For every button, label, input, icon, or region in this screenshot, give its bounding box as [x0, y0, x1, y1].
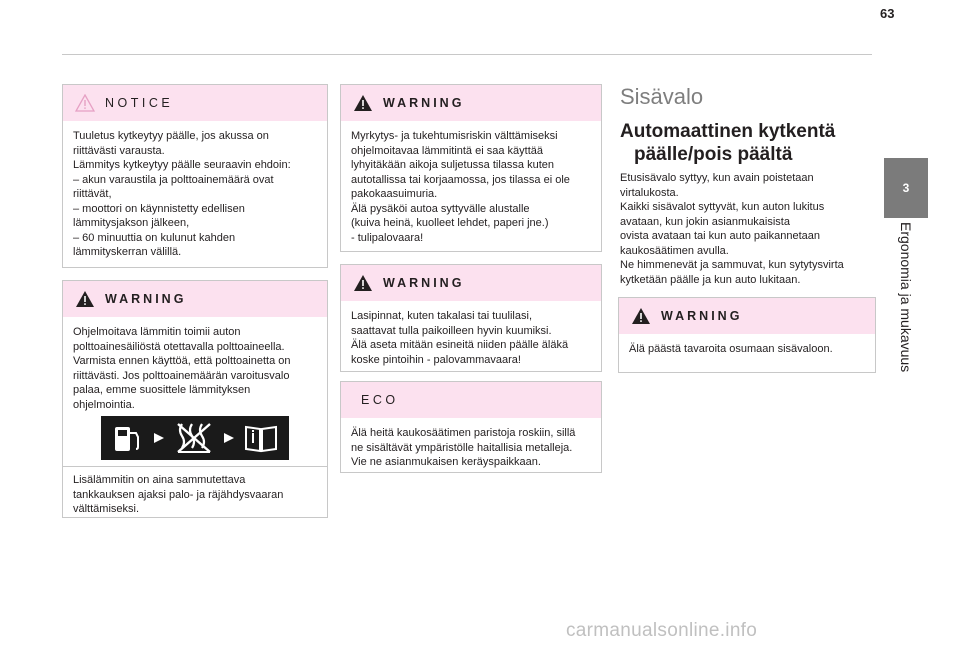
warning-title: WARNING	[661, 309, 743, 323]
warning-line: tankkauksen ajaksi palo- ja räjähdysvaaran	[73, 488, 284, 501]
warning-box-interior-light	[618, 297, 876, 373]
warning-header	[63, 281, 327, 317]
warning-line: ohjelmointia.	[73, 398, 135, 411]
eco-line: Älä heitä kaukosäätimen paristoja roskiin, sillä	[351, 427, 576, 439]
notice-line: – akun varaustila ja polttoainemäärä ovat	[73, 173, 274, 186]
notice-line: riittävästi varausta.	[73, 144, 165, 157]
warning-header	[341, 265, 601, 301]
warning-line: Älä pysäköi autoa syttyvälle alustalle	[351, 202, 530, 215]
section-title: Sisävalo	[620, 84, 704, 109]
chapter-title: Ergonomia ja mukavuus	[898, 222, 914, 373]
warning-body	[619, 334, 875, 365]
warning-body	[63, 317, 327, 525]
section-body	[620, 171, 860, 287]
warning-box-glass	[340, 264, 602, 372]
body-line: avataan, kun jokin asianmukaisista	[620, 215, 790, 228]
no-heater-icon	[174, 420, 214, 456]
subtitle-line: päälle/pois päältä	[634, 144, 793, 165]
section-subtitle	[620, 120, 860, 166]
eco-line: Vie ne asianmukaisen keräyspaikkaan.	[351, 456, 541, 468]
warning-line: palaa, emme suosittele lämmityksen	[73, 384, 251, 396]
notice-line: lämmitysjakson jälkeen,	[73, 217, 190, 229]
top-divider	[62, 54, 872, 55]
warning-line: ohjelmoitavaa lämmitintä ei saa käyttää	[351, 144, 543, 157]
warning-outline-icon	[75, 94, 95, 112]
body-line: Kaikki sisävalot syttyvät, kun auton lukitus	[620, 201, 825, 213]
subtitle-line: Automaattinen kytkentä	[620, 121, 836, 142]
chapter-tab[interactable]: 3	[884, 158, 928, 218]
warning-line: Lasipinnat, kuten takalasi tai tuulilasi,	[351, 310, 532, 322]
notice-line: Lämmitys kytkeytyy päälle seuraavin ehdoin:	[73, 159, 291, 171]
notice-line: riittävät,	[73, 188, 112, 200]
body-line: kaukosäätimen avulla.	[620, 244, 729, 257]
body-line: Etusisävalo syttyy, kun avain poistetaan	[620, 172, 814, 184]
notice-line: – moottori on käynnistetty edellisen	[73, 202, 245, 215]
warning-line: autotallissa tai korjaamossa, jos tilassa ei ole	[351, 173, 570, 186]
arrow-right-icon	[152, 431, 166, 445]
notice-box	[62, 84, 328, 268]
warning-line: - tulipalovaara!	[351, 231, 424, 244]
body-line: kytketään päälle ja kun auto lukitaan.	[620, 273, 801, 286]
warning-box-fuel	[62, 280, 328, 518]
notice-line: lämmityskerran välillä.	[73, 246, 182, 258]
notice-title: NOTICE	[105, 96, 174, 110]
warning-line: Älä päästä tavaroita osumaan sisävaloon.	[629, 343, 833, 355]
eco-title: ECO	[361, 393, 399, 407]
warning-line: koske pintoihin - palovammavaara!	[351, 353, 521, 366]
warning-line: Älä aseta mitään esineitä niiden päälle äläkä	[351, 339, 569, 351]
warning-title: WARNING	[383, 96, 465, 110]
warning-icon	[353, 274, 373, 292]
warning-icon	[631, 307, 651, 325]
warning-header	[341, 85, 601, 121]
notice-header	[63, 85, 327, 121]
eco-body	[341, 418, 601, 478]
warning-line: välttämiseksi.	[73, 503, 140, 515]
warning-body	[341, 301, 601, 375]
warning-line: (kuiva heinä, kuolleet lehdet, paperi jne.)	[351, 217, 549, 229]
warning-line: pakokaasuimuria.	[351, 188, 438, 200]
warning-box-poisoning	[340, 84, 602, 252]
watermark: carmanualsonline.info	[566, 620, 758, 641]
warning-header	[619, 298, 875, 334]
eco-header	[341, 382, 601, 418]
warning-icon	[75, 290, 95, 308]
warning-line: riittävästi. Jos polttoainemäärän varoitusvalo	[73, 369, 290, 382]
fuel-pump-icon	[111, 421, 145, 455]
eco-line: ne sisältävät ympäristölle haitallisia metalleja.	[351, 441, 573, 454]
body-line: virtalukosta.	[620, 186, 679, 199]
warning-title: WARNING	[383, 276, 465, 290]
notice-line: – 60 minuuttia on kulunut kahden	[73, 231, 236, 244]
page-number: 63	[880, 6, 895, 21]
warning-title: WARNING	[105, 292, 187, 306]
warning-line: lyhyitäkään aikoja suljetussa tilassa kuten	[351, 159, 555, 171]
warning-line: Ohjelmoitava lämmitin toimii auton	[73, 326, 241, 338]
warning-line: Lisälämmitin on aina sammutettava	[73, 474, 246, 486]
body-line: Ne himmenevät ja sammuvat, kun sytytysvirta	[620, 259, 844, 271]
eco-box	[340, 381, 602, 473]
warning-body	[341, 121, 601, 253]
body-line: ovista avataan tai kun auto paikannetaan	[620, 230, 820, 242]
warning-line: Varmista ennen käyttöä, että polttoainetta on	[73, 355, 291, 367]
arrow-right-icon	[222, 431, 236, 445]
notice-line: Tuuletus kytkeytyy päälle, jos akussa on	[73, 130, 269, 142]
warning-icon	[353, 94, 373, 112]
warning-divider	[63, 466, 327, 467]
notice-body	[63, 121, 327, 268]
warning-line: saattavat tulla paikoilleen hyvin kuumiksi.	[351, 324, 552, 337]
warning-line: polttoainesäiliöstä otettavalla polttoaineella.	[73, 340, 285, 353]
manual-book-icon	[243, 422, 279, 454]
warning-line: Myrkytys- ja tukehtumisriskin välttämiseksi	[351, 130, 558, 142]
fuel-pictogram	[101, 416, 289, 460]
